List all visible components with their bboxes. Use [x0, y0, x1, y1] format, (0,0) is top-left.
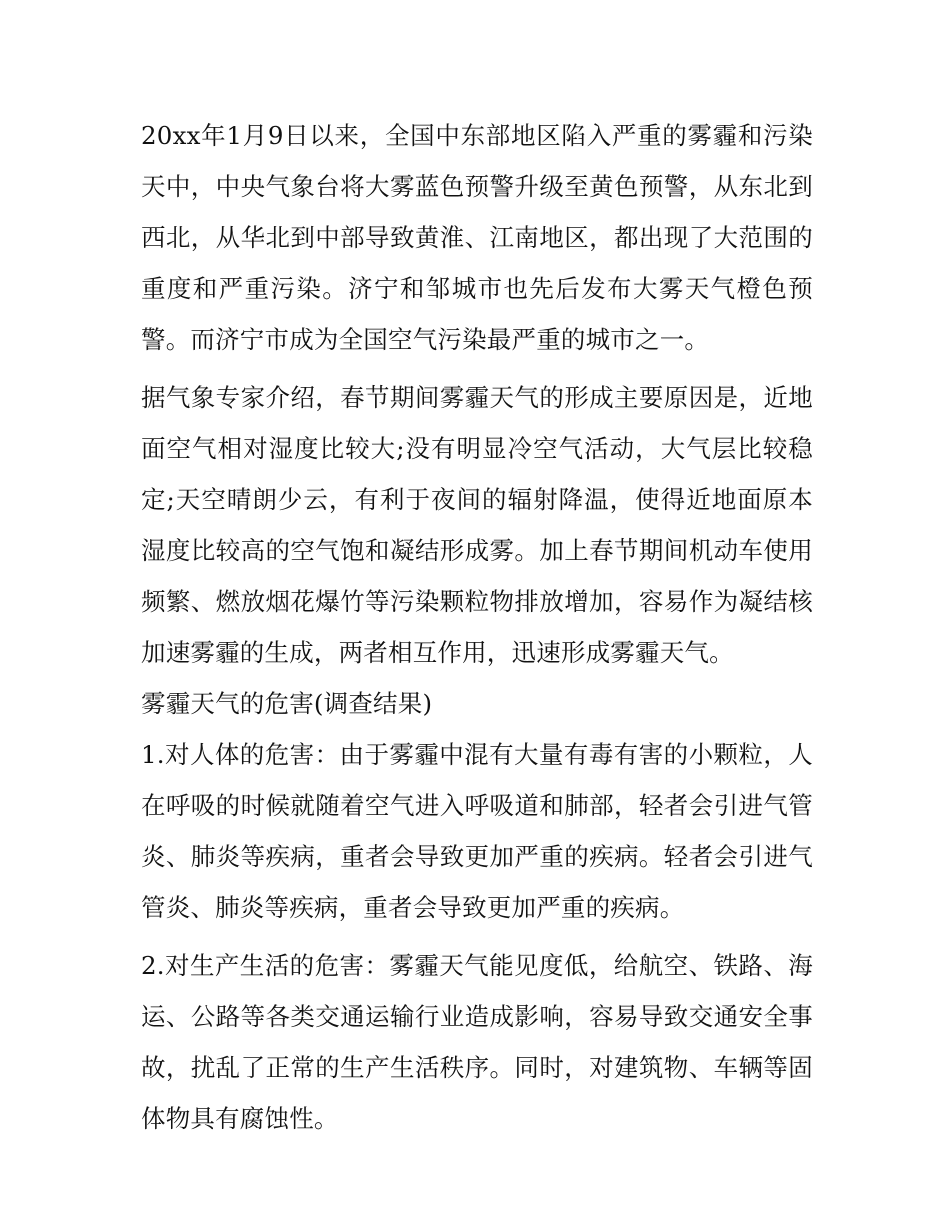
paragraph-smog-overview: 20xx年1月9日以来，全国中东部地区陷入严重的雾霾和污染天中，中央气象台将大雾蓝色预警升级至黄色预警，从东北到西北，从华北到中部导致黄淮、江南地区，都出现了大范围的重度和严重污染。济宁和邹城市也先后发布大雾天气橙色预警。而济宁市成为全国空气污染最严重的城市之一。 [141, 121, 813, 354]
section-heading-hazards: 雾霾天气的危害(调查结果) [141, 689, 433, 718]
paragraph-production-hazard: 2.对生产生活的危害：雾霾天气能见度低，给航空、铁路、海运、公路等各类交通运输行业造成影响，容易导致交通安全事故，扰乱了正常的生产生活秩序。同时，对建筑物、车辆等固体物具有腐蚀性。 [141, 951, 813, 1133]
paragraph-health-hazard: 1.对人体的危害：由于雾霾中混有大量有毒有害的小颗粒，人在呼吸的时候就随着空气进入呼吸道和肺部，轻者会引进气管炎、肺炎等疾病，重者会导致更加严重的疾病。轻者会引进气管炎、肺炎等疾病，重者会导致更加严重的疾病。 [141, 740, 813, 922]
paragraph-smog-causes: 据气象专家介绍，春节期间雾霾天气的形成主要原因是，近地面空气相对湿度比较大;没有明显冷空气活动，大气层比较稳定;天空晴朗少云，有利于夜间的辐射降温，使得近地面原本湿度比较高的空气饱和凝结形成雾。加上春节期间机动车使用频繁、燃放烟花爆竹等污染颗粒物排放增加，容易作为凝结核加速雾霾的生成，两者相互作用，迅速形成雾霾天气。 [141, 383, 813, 667]
document-body [141, 110, 813, 1144]
